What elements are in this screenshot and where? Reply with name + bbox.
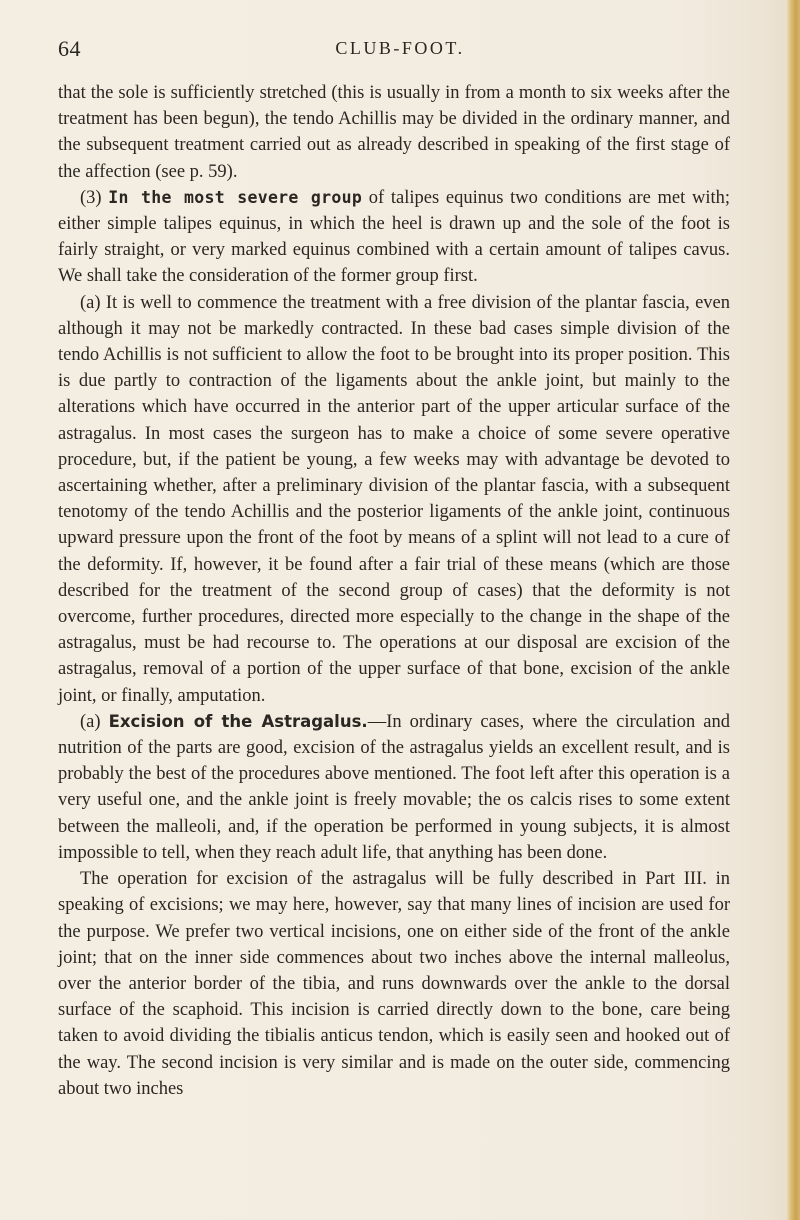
paragraph-severe-group — [58, 185, 730, 290]
paragraph-heading: Excision of the Astragalus. — [108, 711, 368, 731]
paragraph-treatment — [58, 290, 730, 709]
paragraph-text: —In ordinary cases, where the circulation and nutrition of the parts are good, excision of the astragalus yields an excellent result, and is probably the best of the procedures above mentioned. The foot left after this operation is a very useful one, and the ankle joint is freely movable; the os calcis rises to some extent between the malleoli, and, if the operation be performed in young subjects, it is almost impossible to tell, when they reach adult life, that anything has been done. — [58, 711, 731, 863]
paragraph-number: (a) — [80, 711, 101, 732]
paragraph-operation — [58, 866, 730, 1102]
page-edge — [786, 0, 800, 1220]
body-text — [58, 80, 730, 1102]
page-header — [0, 36, 800, 66]
paragraph-text: that the sole is sufficiently stretched (this is usually in from a month to six weeks after the treatment has been begun), the tendo Achillis may be divided in the ordinary manner, and the subsequent treatment carried out as already described in speaking of the first stage of the affection (see p. 59). — [58, 83, 730, 182]
paragraph-text: (a) It is well to commence the treatment with a free division of the plantar fascia, even although it may not be markedly contracted. In these bad cases simple division of the tendo Achillis is not sufficient to allow the foot to be brought into its proper position. This is due partly to contraction of the ligaments about the ankle joint, but mainly to the alterations which have occurred in the anterior part of the upper articular surface of the astragalus. In most cases the surgeon has to make a choice of some severe operative procedure, but, if the patient be young, a few weeks may with advantage be devoted to ascertaining whether, after a preliminary division of the plantar fascia, with a subsequent tenotomy of the tendo Achillis and the posterior ligaments of the ankle joint, continuous upward pressure upon the front of the foot by means of a splint will not lead to a cure of the deformity. If, however, it be found after a fair trial of these means (which are those described for the treatment of the second group of cases) that the deformity is not overcome, further procedures, directed more especially to the change in the shape of the astragalus, must be had recourse to. The operations at our disposal are excision of the astragalus, removal of a portion of the upper surface of that bone, excision of the ankle joint, or finally, amputation. — [58, 292, 730, 706]
paragraph-heading: In the most severe group — [108, 187, 363, 207]
paragraph-number: (3) — [80, 187, 102, 208]
paragraph-text: The operation for excision of the astragalus will be fully described in Part III. in speaking of excisions; we may here, however, say that many lines of incision are used for the purpose. We prefer two vertical incisions, one on either side of the front of the ankle joint; that on the inner side commences about two inches above the internal malleolus, over the anterior border of the tibia, and runs downwards over the ankle to the dorsal surface of the scaphoid. This incision is carried directly down to the bone, care being taken to avoid dividing the tibialis anticus tendon, which is easily seen and hooked out of the way. The second incision is very similar and is made on the outer side, commencing about two inches — [58, 869, 730, 1099]
paragraph-excision — [58, 709, 730, 866]
page-number: 64 — [58, 36, 81, 61]
paragraph-text: of talipes equinus two conditions are met with; either simple talipes equinus, in which the heel is drawn up and the sole of the foot is fairly straight, or very marked equinus combined with a certain amount of talipes cavus. We shall take the consideration of the former group first. — [58, 187, 730, 287]
running-head: CLUB-FOOT. — [335, 38, 465, 58]
paragraph-continuation — [58, 80, 730, 185]
